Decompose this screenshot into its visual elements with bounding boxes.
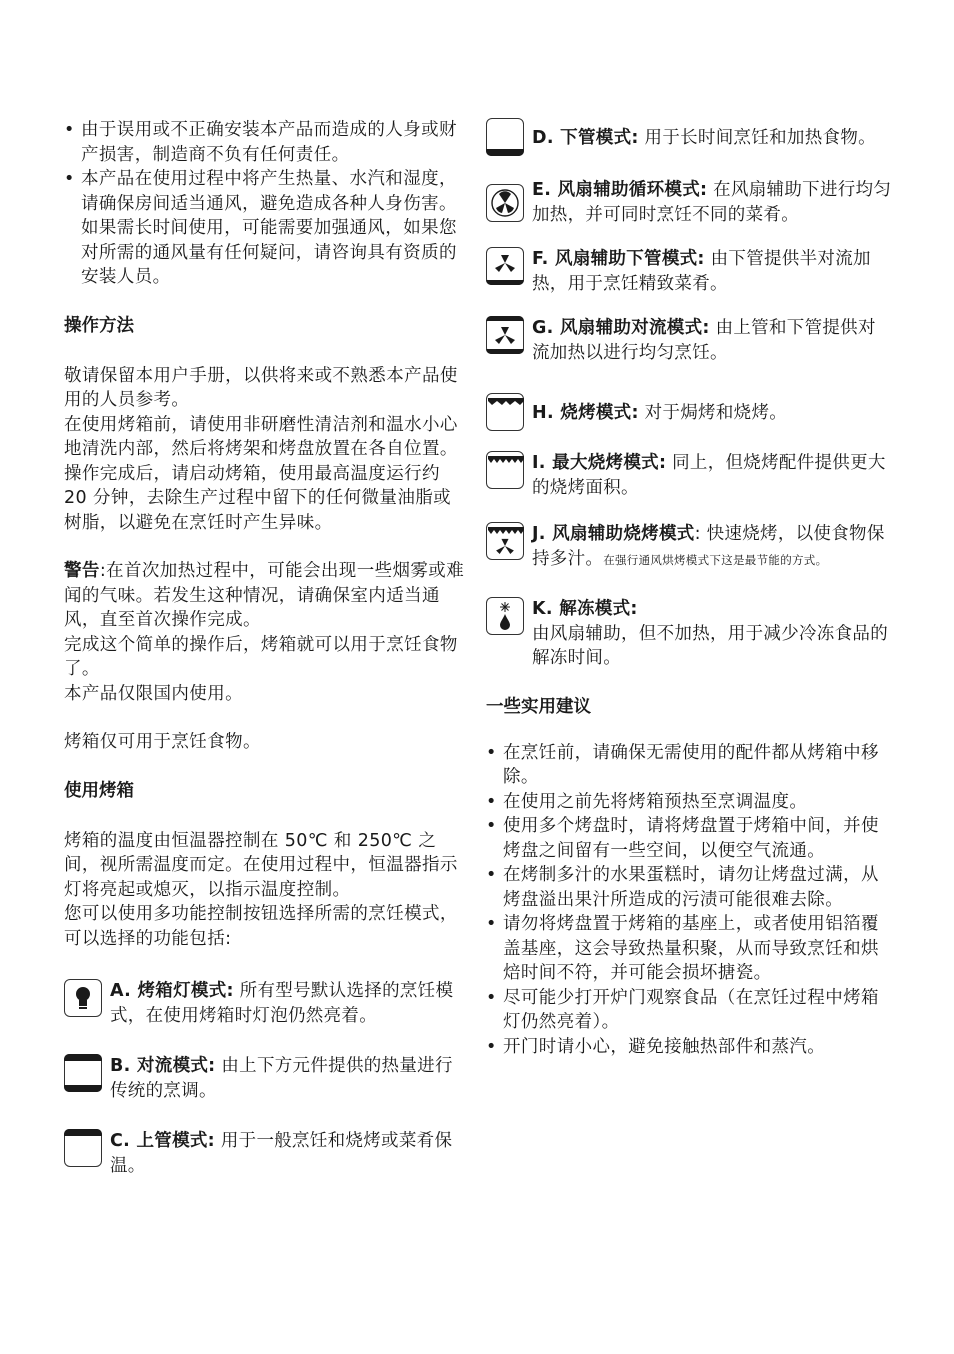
functions-intro: 您可以使用多功能控制按钮选择所需的烹饪模式，可以选择的功能包括: bbox=[64, 904, 458, 949]
mode-description: : 快速烧烤，以使食物保持多汁。 bbox=[532, 524, 885, 569]
mode-d bbox=[486, 118, 892, 156]
mode-label: J. 风扇辅助烧烤模式 bbox=[532, 524, 695, 544]
intro-bullet-list bbox=[64, 118, 468, 290]
tips-list bbox=[486, 741, 892, 1060]
mode-footnote: 在强行通风烘烤模式下这是最节能的方式。 bbox=[603, 552, 828, 567]
use-oven-heading: 使用烤箱 bbox=[64, 780, 134, 801]
mode-description: 在风扇辅助下进行均匀加热，并可同时烹饪不同的菜肴。 bbox=[532, 180, 892, 225]
top-bottom-heat-icon bbox=[64, 1054, 102, 1092]
mode-label: F. 风扇辅助下管模式: bbox=[532, 249, 705, 269]
left-column bbox=[64, 118, 468, 1178]
mode-label: I. 最大烧烤模式: bbox=[532, 453, 667, 473]
mode-i bbox=[486, 451, 892, 500]
operation-paragraph: 在使用烤箱前，请使用非研磨性清洁剂和温水小心地清洗内部，然后将烤架和烤盘放置在各自位置。操作完成后，请启动烤箱，使用最高温度运行约 20 分钟，去除生产过程中留下的任何微量油脂或树脂，以避免在烹饪时产生异味。 bbox=[64, 414, 458, 533]
warning-paragraph bbox=[64, 559, 468, 633]
mode-label: D. 下管模式: bbox=[532, 128, 639, 148]
tips-heading: 一些实用建议 bbox=[486, 696, 591, 717]
mode-description: 由上管和下管提供对流加热以进行均匀烹饪。 bbox=[532, 318, 876, 363]
mode-b bbox=[64, 1054, 468, 1103]
mode-c bbox=[64, 1129, 468, 1178]
mode-description: 由风扇辅助，但不加热，用于减少冷冻食品的解冻时间。 bbox=[532, 623, 888, 668]
thermostat-paragraph: 烤箱的温度由恒温器控制在 50℃ 和 250℃ 之间，视所需温度而定。在使用过程中，恒温器指示灯将亮起或熄灭，以指示温度控制。 bbox=[64, 830, 458, 900]
mode-description: 用于一般烹饪和烧烤或菜肴保温。 bbox=[110, 1131, 453, 1176]
bottom-heat-icon bbox=[486, 118, 524, 156]
mode-description: 所有型号默认选择的烹饪模式，在使用烤箱时灯泡仍然亮着。 bbox=[110, 981, 454, 1026]
list-item: • 在烤制多汁的水果蛋糕时，请勿让烤盘过满，从烤盘溢出果汁所造成的污渍可能很难去除。 bbox=[486, 863, 892, 912]
warning-text: :在首次加热过程中，可能会出现一些烟雾或难闻的气味。若发生这种情况，请确保室内适当通风，直至首次操作完成。 bbox=[64, 561, 465, 630]
circular-fan-icon bbox=[486, 184, 524, 222]
max-grill-icon bbox=[486, 451, 524, 489]
mode-description: 由上下方元件提供的热量进行传统的烹调。 bbox=[110, 1056, 453, 1101]
list-item: • 在使用之前先将烤箱预热至烹调温度。 bbox=[486, 790, 892, 815]
mode-label: E. 风扇辅助循环模式: bbox=[532, 180, 708, 200]
list-item: • 开门时请小心，避免接触热部件和蒸汽。 bbox=[486, 1035, 892, 1060]
warning-label: 警告 bbox=[64, 561, 100, 581]
defrost-icon bbox=[486, 597, 524, 635]
domestic-use-note: 本产品仅限国内使用。 bbox=[64, 683, 243, 704]
fan-grill-icon bbox=[486, 522, 524, 560]
mode-j bbox=[486, 522, 892, 571]
mode-description: 同上，但烧烤配件提供更大的烧烤面积。 bbox=[532, 453, 886, 498]
right-column bbox=[486, 118, 892, 1059]
list-item: • 使用多个烤盘时，请将烤盘置于烤箱中间，并使烤盘之间留有一些空间，以便空气流通。 bbox=[486, 814, 892, 863]
grill-icon bbox=[486, 393, 524, 431]
mode-description: 对于焗烤和烧烤。 bbox=[638, 403, 788, 423]
mode-label: A. 烤箱灯模式: bbox=[110, 981, 234, 1001]
operation-paragraph: 敬请保留本用户手册，以供将来或不熟悉本产品使用的人员参考。 bbox=[64, 365, 458, 410]
mode-label: K. 解冻模式: bbox=[532, 599, 638, 619]
mode-label: G. 风扇辅助对流模式: bbox=[532, 318, 710, 338]
mode-label: C. 上管模式: bbox=[110, 1131, 215, 1151]
mode-g bbox=[486, 316, 892, 365]
operation-heading: 操作方法 bbox=[64, 315, 134, 336]
fan-top-bottom-heat-icon bbox=[486, 316, 524, 354]
list-item: • 在烹饪前，请确保无需使用的配件都从烤箱中移除。 bbox=[486, 741, 892, 790]
mode-description: 由下管提供半对流加热，用于烹饪精致菜肴。 bbox=[532, 249, 871, 294]
list-item: • 本产品在使用过程中将产生热量、水汽和湿度，请确保房间适当通风，避免造成各种人身伤害。如果需长时间使用，可能需要加强通风，如果您对所需的通风量有任何疑问，请咨询具有资质的安装人员。 bbox=[64, 167, 468, 290]
mode-description: 用于长时间烹饪和加热食物。 bbox=[638, 128, 876, 148]
mode-h bbox=[486, 393, 892, 431]
fan-bottom-heat-icon bbox=[486, 247, 524, 285]
mode-label: H. 烧烤模式: bbox=[532, 403, 639, 423]
mode-e bbox=[486, 178, 892, 227]
mode-k bbox=[486, 597, 892, 671]
warning-followup: 完成这个简单的操作后，烤箱就可以用于烹饪食物了。 bbox=[64, 634, 458, 679]
list-item: • 尽可能少打开炉门观察食品（在烹饪过程中烤箱灯仍然亮着）。 bbox=[486, 986, 892, 1035]
cook-only-note: 烤箱仅可用于烹饪食物。 bbox=[64, 732, 261, 752]
mode-label: B. 对流模式: bbox=[110, 1056, 216, 1076]
mode-a bbox=[64, 979, 468, 1028]
list-item: • 由于误用或不正确安装本产品而造成的人身或财产损害，制造商不负有任何责任。 bbox=[64, 118, 468, 167]
mode-f bbox=[486, 247, 892, 296]
top-heat-icon bbox=[64, 1129, 102, 1167]
lamp-icon bbox=[64, 979, 102, 1017]
list-item: • 请勿将烤盘置于烤箱的基座上，或者使用铝箔覆盖基座，这会导致热量积聚，从而导致烹饪和烘焙时间不符，并可能会损坏搪瓷。 bbox=[486, 912, 892, 986]
